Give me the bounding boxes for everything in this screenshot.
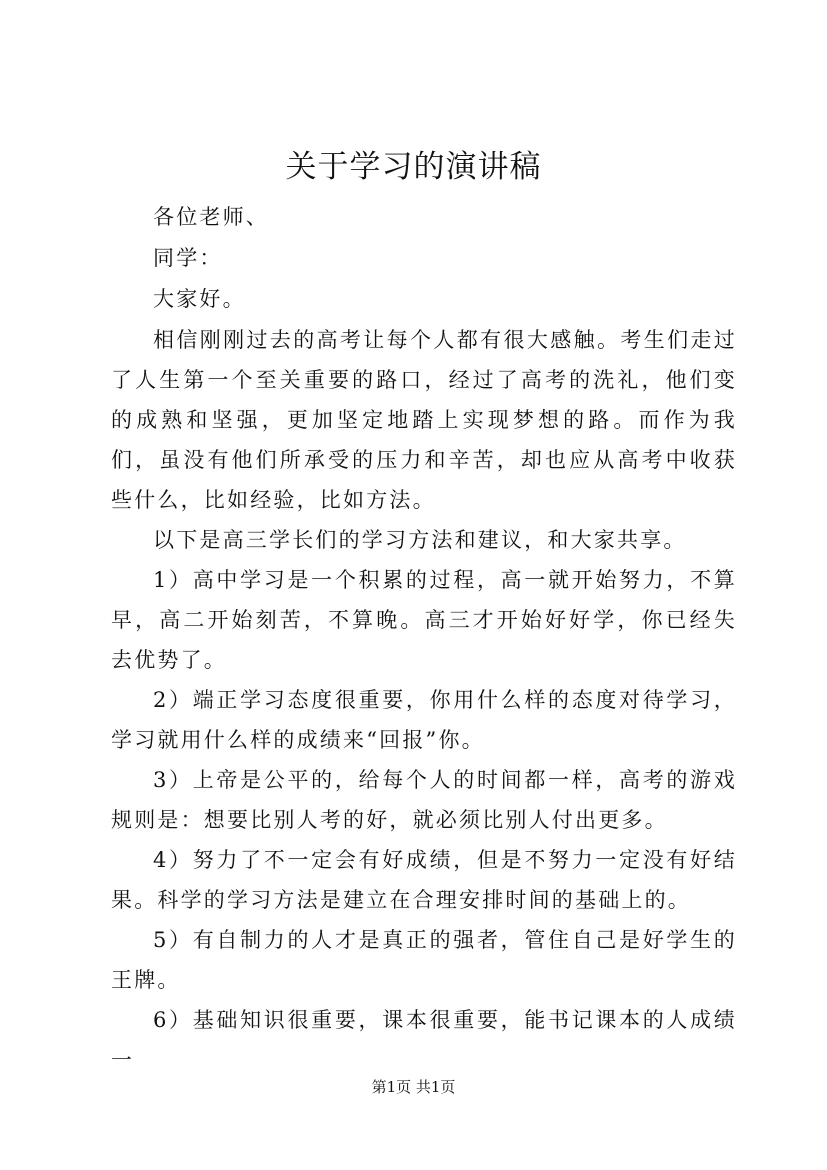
paragraph-point-3: 3）上帝是公平的，给每个人的时间都一样，高考的游戏规则是：想要比别人考的好，就必须比别人付出更多。 (111, 768, 737, 832)
paragraph-point-1: 1）高中学习是一个积累的过程，高一就开始努力，不算早，高二开始刻苦，不算晚。高三才开始好好学，你已经失去优势了。 (111, 568, 737, 672)
paragraph-point-4: 4）努力了不一定会有好成绩，但是不努力一定没有好结果。科学的学习方法是建立在合理安排时间的基础上的。 (111, 848, 737, 912)
paragraph-greeting-teachers: 各位老师、 (153, 205, 269, 229)
document-body (111, 197, 737, 1080)
paragraph-share: 以下是高三学长们的学习方法和建议，和大家共享。 (153, 528, 687, 552)
paragraph-point-2: 2）端正学习态度很重要，你用什么样的态度对待学习，学习就用什么样的成绩来“回报”你。 (111, 688, 737, 752)
document-title: 关于学习的演讲稿 (285, 149, 542, 185)
paragraph-intro: 相信刚刚过去的高考让每个人都有很大感触。考生们走过了人生第一个至关重要的路口，经过了高考的洗礼，他们变的成熟和坚强，更加坚定地踏上实现梦想的路。而作为我们，虽没有他们所承受的压力和辛苦，却也应从高考中收获些什么，比如经验，比如方法。 (111, 328, 737, 512)
paragraph-greeting-students: 同学： (153, 246, 223, 270)
paragraph-greeting-all: 大家好。 (153, 287, 246, 311)
paragraph-point-6: 6）基础知识很重要，课本很重要，能书记课本的人成绩一 (111, 1008, 737, 1072)
page-footer: 第1页 共1页 (371, 1078, 456, 1096)
paragraph-point-5: 5）有自制力的人才是真正的强者，管住自己是好学生的王牌。 (111, 928, 737, 992)
